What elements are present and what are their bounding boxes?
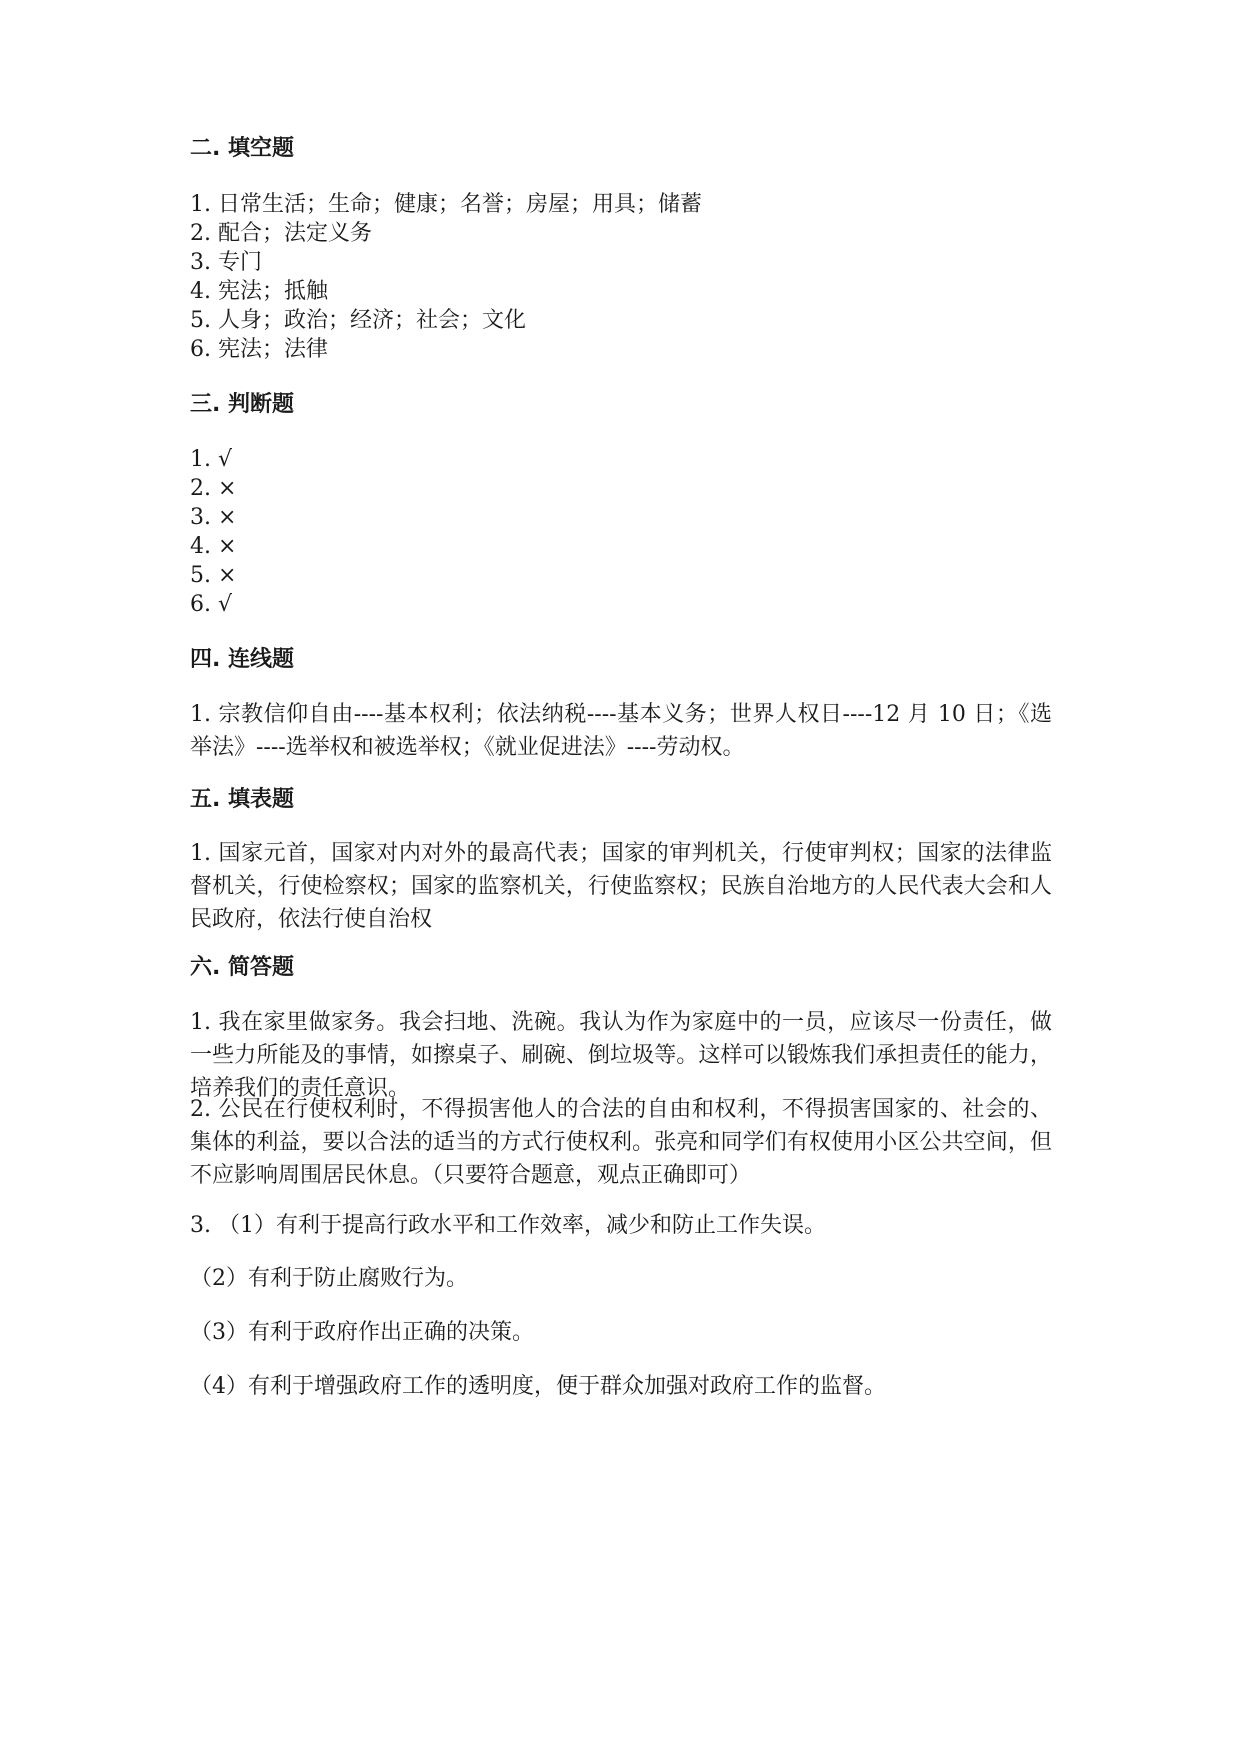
section-title-table-fill: 五. 填表题 <box>190 787 295 812</box>
true-false-answer-4: 4. × <box>190 534 237 559</box>
matching-answer-1: 1. 宗教信仰自由----基本权利；依法纳税----基本义务；世界人权日----12 月 10 日；《选举法》----选举权和被选举权；《就业促进法》----劳动权。 <box>190 702 1052 760</box>
fill-blank-answer-3: 3. 专门 <box>190 250 262 275</box>
fill-blank-answer-4: 4. 宪法；抵触 <box>190 279 328 304</box>
table-fill-answer-1: 1. 国家元首，国家对内对外的最高代表；国家的审判机关，行使审判权；国家的法律监督机关，行使检察权；国家的监察机关，行使监察权；民族自治地方的人民代表大会和人民政府，依法行使自治权 <box>190 841 1052 932</box>
short-answer-1: 1. 我在家里做家务。我会扫地、洗碗。我认为作为家庭中的一员，应该尽一份责任，做一些力所能及的事情，如擦桌子、刷碗、倒垃圾等。这样可以锻炼我们承担责任的能力，培养我们的责任意识。 <box>190 1010 1052 1101</box>
short-answer-3-point-4: （4）有利于增强政府工作的透明度，便于群众加强对政府工作的监督。 <box>190 1374 886 1399</box>
short-answer-2: 2. 公民在行使权利时，不得损害他人的合法的自由和权利，不得损害国家的、社会的、集体的利益，要以合法的适当的方式行使权利。张亮和同学们有权使用小区公共空间，但不应影响周围居民休息。（只要符合题意，观点正确即可） <box>190 1097 1052 1188</box>
true-false-answer-1: 1. √ <box>190 447 233 472</box>
section-title-short-answer: 六. 简答题 <box>190 955 295 980</box>
fill-blank-answer-5: 5. 人身；政治；经济；社会；文化 <box>190 308 526 333</box>
true-false-answer-2: 2. × <box>190 476 237 501</box>
true-false-answer-6: 6. √ <box>190 592 233 617</box>
true-false-answer-5: 5. × <box>190 563 237 588</box>
short-answer-3-point-3: （3）有利于政府作出正确的决策。 <box>190 1320 534 1345</box>
section-title-matching: 四. 连线题 <box>190 647 295 672</box>
short-answer-3-point-2: （2）有利于防止腐败行为。 <box>190 1266 468 1291</box>
short-answer-3: 3. （1）有利于提高行政水平和工作效率，减少和防止工作失误。 <box>190 1213 826 1238</box>
section-title-fill-blank: 二. 填空题 <box>190 136 295 161</box>
fill-blank-answer-2: 2. 配合；法定义务 <box>190 221 372 246</box>
true-false-answer-3: 3. × <box>190 505 237 530</box>
section-title-true-false: 三. 判断题 <box>190 392 295 417</box>
fill-blank-answer-6: 6. 宪法；法律 <box>190 337 328 362</box>
fill-blank-answer-1: 1. 日常生活；生命；健康；名誉；房屋；用具；储蓄 <box>190 192 702 217</box>
